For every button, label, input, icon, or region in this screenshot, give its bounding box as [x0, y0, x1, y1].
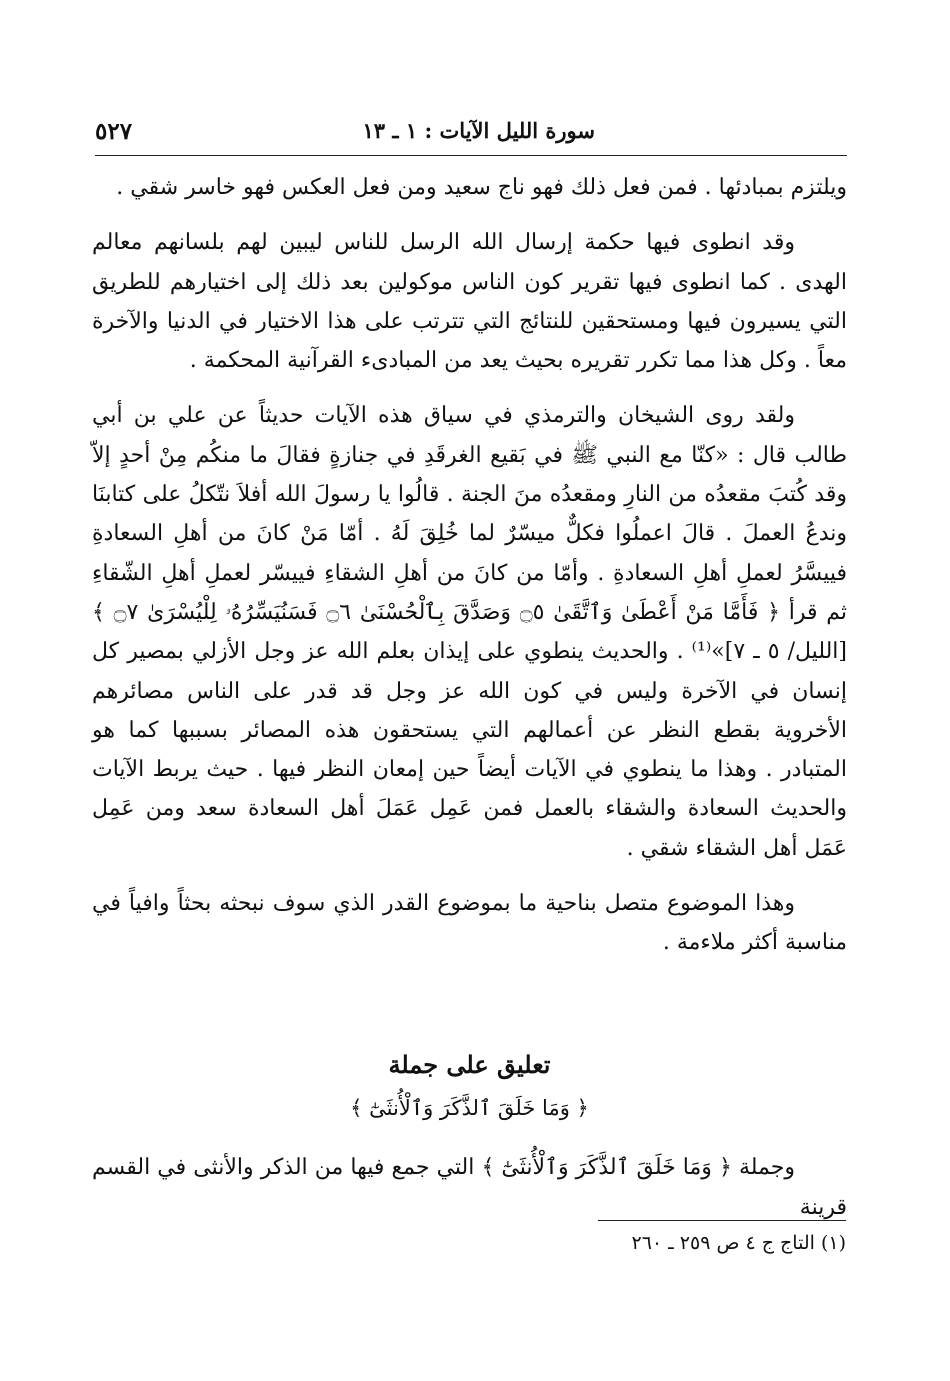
footnote-rule: [598, 1220, 846, 1221]
closing-paragraph: وجملة ﴿ وَمَا خَلَقَ ٱلذَّكَرَ وَٱلْأُنثَىٰٓ ﴾ التي جمع فيها من الذكر والأنثى في القسم قرينة: [92, 1155, 847, 1220]
footnote: (١) التاج ج ٤ ص ٢٥٩ ـ ٢٦٠: [631, 1232, 846, 1254]
page-number: ٥٢٧: [95, 118, 133, 145]
paragraph: وهذا الموضوع متصل بناحية ما بموضوع القدر الذي سوف نبحثه بحثاً وافياً في مناسبة أكثر ملاءمة .: [92, 891, 847, 956]
paragraph-continuation: ويلتزم بمبادئها . فمن فعل ذلك فهو ناج سعيد ومن فعل العكس فهو خاسر شقي .: [116, 175, 847, 200]
header-rule: [95, 155, 847, 156]
page-header: [95, 118, 845, 158]
paragraph-hadith: ولقد روى الشيخان والترمذي في سياق هذه الآيات حديثاً عن علي بن أبي طالب قال : «كنّا مع النبي ﷺ في بَقيع الغرقَدِ في جنازةٍ فقالَ ما منكُم مِنْ أحدٍ إلاّ وقد كُتبَ مقعدُه من النارِ ومقعدُه منَ الجنة . قالُوا يا رسولَ الله أفلاَ نتّكلُ على كتابنَا وندعُ العملَ . قالَ اعملُوا فكلٌّ ميسّرٌ لما خُلِقَ لَهُ . أمّا مَنْ كانَ من أهلِ السعادةِ فييسَّرُ لعملِ أهلِ السعادةِ . وأمّا من كانَ من أهلِ الشقاءِ فييسّر لعملِ أهلِ الشّقاءِ ثم قرأ ﴿ فَأَمَّا مَنْ أَعْطَىٰ وَٱتَّقَىٰ ۝٥ وَصَدَّقَ بِٱلْحُسْنَىٰ ۝٦ فَسَنُيَسِّرُهُۥ لِلْيُسْرَىٰ ۝٧ ﴾ [الليل/ ٥ ـ ٧]»⁽¹⁾ . والحديث ينطوي على إيذان بعلم الله عز وجل الأزلي بمصير كل إنسان في الآخرة وليس في كون الله عز وجل قد قدر على الناس مصائرهم الأخروية بقطع النظر عن أعمالهم التي يستحقون هذه المصائر بسببها كما هو المتبادر . وهذا ما ينطوي في الآيات أيضاً حين إمعان النظر فيها . حيث يربط الآيات والحديث السعادة والشقاء بالعمل فمن عَمِل عَمَلَ أهل السعادة سعد ومن عَمِل عَمَل أهل الشقاء شقي .: [92, 403, 848, 861]
paragraph: وقد انطوى فيها حكمة إرسال الله الرسل للناس ليبين لهم بلسانهم معالم الهدى . كما انطوى فيها تقرير كون الناس موكولين بعد ذلك إلى اختيارهم للطريق التي يسيرون فيها ومستحقين للنتائج التي تترتب على هذا الاختيار في الدنيا والآخرة معاً . وكل هذا مما تكرر تقريره بحيث يعد من المبادىء القرآنية المحكمة .: [92, 230, 847, 374]
main-text: [92, 168, 847, 963]
section-heading: تعليق على جملة: [388, 1050, 551, 1079]
section-verse: ﴿ وَمَا خَلَقَ ٱلذَّكَرَ وَٱلْأُنثَىٰٓ ﴾: [350, 1096, 589, 1120]
running-title: سورة الليل الآيات : ١ ـ ١٣: [362, 118, 595, 143]
